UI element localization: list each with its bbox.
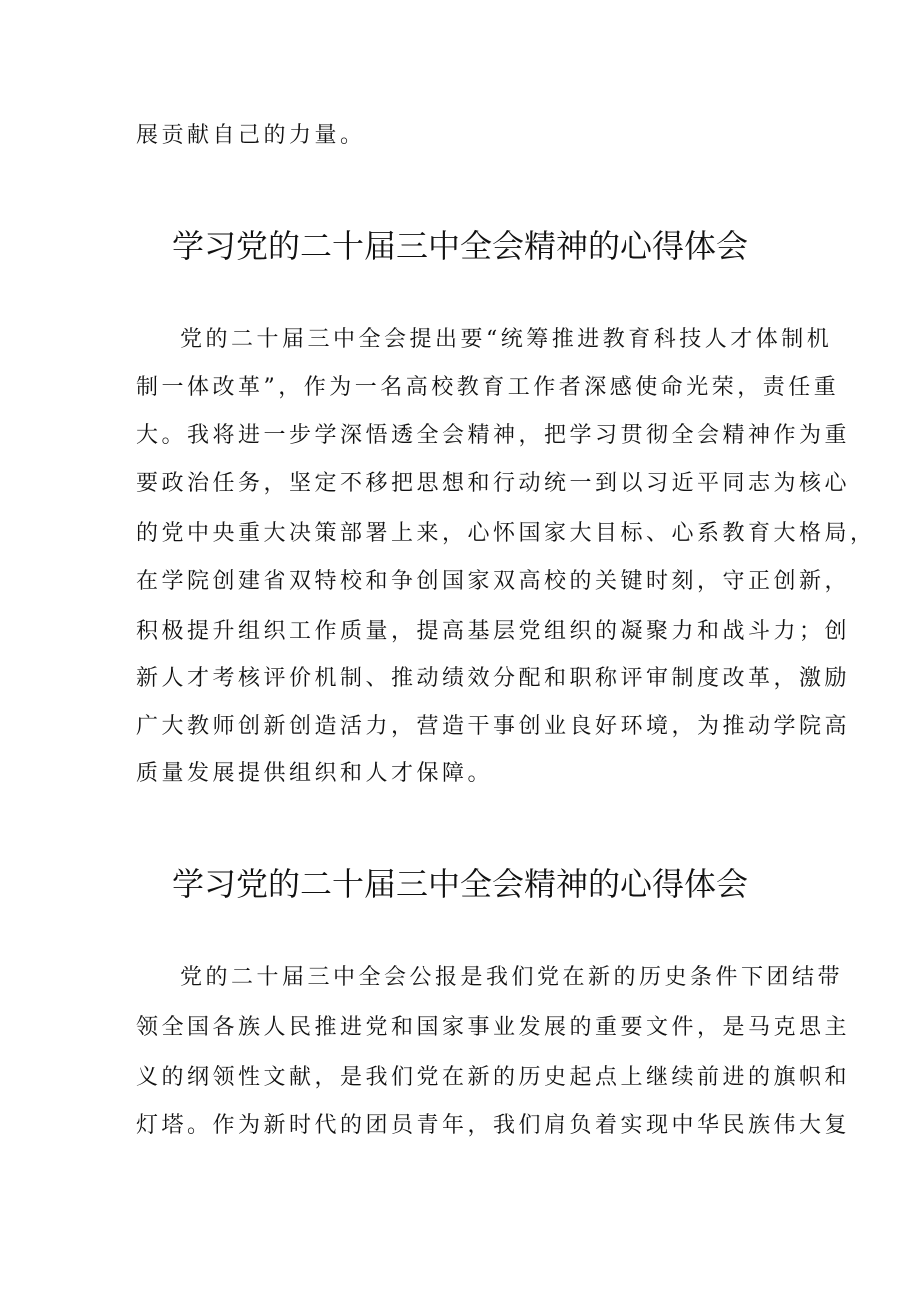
paragraph-line: 广大教师创新创造活力，营造干事创业良好环境，为推动学院高 [136,714,851,739]
paragraph-line: 领全国各族人民推进党和国家事业发展的重要文件，是马克思主 [136,1015,851,1040]
paragraph-line: 新人才考核评价机制、推动绩效分配和职称评审制度改革，激励 [136,666,851,691]
paragraph-line: 党的二十届三中全会提出要“统筹推进教育科技人才体制机 [180,327,833,352]
paragraph-line: 在学院创建省双特校和争创国家双高校的关键时刻，守正创新， [136,569,851,594]
paragraph-line: 灯塔。作为新时代的团员青年，我们肩负着实现中华民族伟大复 [136,1113,851,1138]
paragraph-line: 制一体改革”，作为一名高校教育工作者深感使命光荣，责任重 [136,375,840,400]
paragraph-line: 大。我将进一步学深悟透全会精神，把学习贯彻全会精神作为重 [136,423,851,448]
section-title: 学习党的二十届三中全会精神的心得体会 [171,865,748,903]
paragraph-line: 要政治任务，坚定不移把思想和行动统一到以习近平同志为核心 [136,471,851,496]
paragraph-line: 质量发展提供组织和人才保障。 [136,761,494,786]
section-title: 学习党的二十届三中全会精神的心得体会 [171,227,748,265]
paragraph-line: 积极提升组织工作质量，提高基层党组织的凝聚力和战斗力；创 [136,619,851,644]
paragraph-line: 义的纲领性文献，是我们党在新的历史起点上继续前进的旗帜和 [136,1065,851,1090]
paragraph-fragment: 展贡献自己的力量。 [136,123,366,148]
paragraph-line: 党的二十届三中全会公报是我们党在新的历史条件下团结带 [180,965,844,990]
paragraph-line: 的党中央重大决策部署上来，心怀国家大目标、心系教育大格局， [136,521,876,546]
